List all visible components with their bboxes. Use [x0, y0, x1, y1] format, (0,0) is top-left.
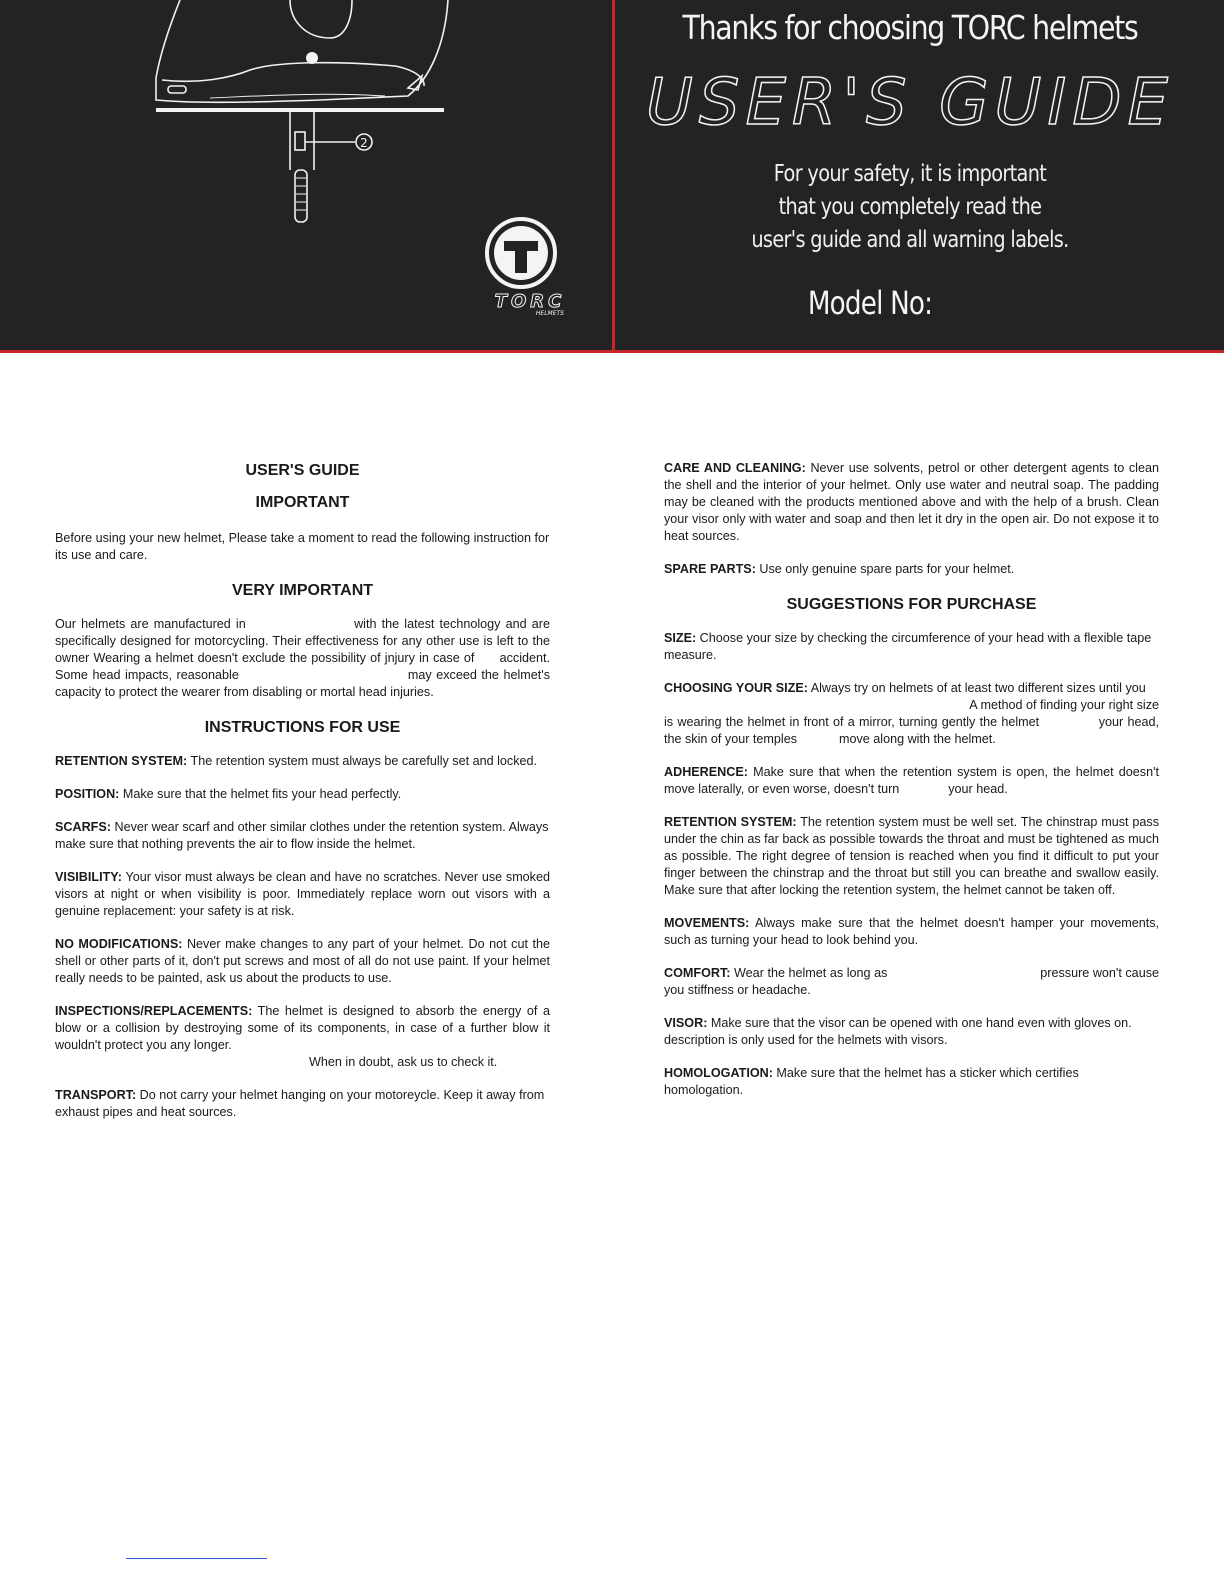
item-label: NO MODIFICATIONS: — [55, 937, 183, 951]
important-heading: IMPORTANT — [255, 494, 350, 511]
torc-logo — [470, 215, 590, 325]
item-text: The retention system must be well set. The chinstrap must pass under the chin as far back as possible towards the throat and must be tightened as much as possible. The right degree of tension is reached when you find it difficult to put your finger between the chinstrap and the throat but still you can breathe and swallow easily. Make sure that after locking the retention system, the helmet cannot be taken off. — [664, 815, 1159, 897]
cover-title: USER'S GUIDE — [646, 66, 1174, 140]
manufacture-paragraph: Our helmets are manufactured in with the latest technology and are specifically designed for motorcycling. Their effectiveness for any other use is left to the owner Wearing a helmet doesn't exclude the possibility of jnjury in case of accident. Some head impacts, reasonable may exceed the helmet's capacity to protect the wearer from disabling or mortal head injuries. — [55, 617, 554, 699]
item-label: INSPECTIONS/REPLACEMENTS: — [55, 1004, 253, 1018]
item-label: RETENTION SYSTEM: — [664, 815, 797, 829]
item-text: Do not carry your helmet hanging on your motoreycle. Keep it away from exhaust pipes and heat sources. — [55, 1088, 545, 1119]
item-label: COMFORT: — [664, 966, 731, 980]
safety-line: that you completely read the — [778, 194, 1042, 220]
transport-item — [55, 1087, 550, 1121]
movements-item — [664, 915, 1159, 949]
logo-text: TORC — [494, 291, 566, 312]
item-text: Never make changes to any part of your helmet. Do not cut the shell or other parts of it, don't put screws and most of all do not use paint. If your helmet really needs to be painted, ask us about the products to use. — [55, 937, 550, 985]
item-text: Never use solvents, petrol or other detergent agents to clean the shell and the interior of your helmet. Only use water and neutral soap. The padding may be cleaned with the products mentioned above and with the help of a brush. Clean your visor only with water and soap and then let it dry in the open air. Do not expose it to heat sources. — [664, 461, 1159, 543]
item-text: Use only genuine spare parts for your helmet. — [755, 562, 1015, 576]
item-label: MOVEMENTS: — [664, 916, 750, 930]
position-item — [55, 786, 550, 803]
item-label: RETENTION SYSTEM: — [55, 754, 188, 768]
item-text: Make sure that the helmet fits your head perfectly. — [119, 787, 402, 801]
item-text: Make sure that the helmet has a sticker which certifies homologation. — [664, 1066, 1079, 1097]
left-column — [55, 460, 554, 1137]
visor-item — [664, 1015, 1159, 1049]
intro-paragraph: Before using your new helmet, Please take a moment to read the following instruction for its use and care. — [55, 531, 550, 562]
choosing-method: A method of finding your right size — [969, 698, 1159, 712]
item-text: Make sure that when the retention system is open, the helmet doesn't move laterally, or even worse, doesn't turn your head. — [664, 765, 1163, 796]
item-text: Always make sure that the helmet doesn't hamper your movements, such as turning your head to look behind you. — [664, 916, 1159, 947]
right-column — [664, 460, 1163, 1115]
model-number-label: Model No: — [807, 284, 933, 322]
item-label: ADHERENCE: — [664, 765, 748, 779]
adherence-item — [664, 764, 1163, 798]
instructions-heading: INSTRUCTIONS FOR USE — [204, 719, 401, 736]
purchase-heading: SUGGESTIONS FOR PURCHASE — [786, 596, 1037, 613]
item-text: Choose your size by checking the circumference of your head with a flexible tape measure. — [664, 631, 1152, 662]
item-text: Always try on helmets of at least two different sizes until you — [807, 681, 1146, 695]
retention-system-item — [664, 814, 1159, 899]
item-text: Your visor must always be clean and have no scratches. Never use smoked visors at night or when visibility is poor. Immediately replace worn out visors with a genuine replacement: your safety is at risk. — [55, 870, 550, 918]
safety-line: user's guide and all warning labels. — [751, 227, 1069, 253]
logo-subtext: HELMETS — [535, 310, 564, 317]
cover-banner — [0, 0, 1224, 353]
item-label: SIZE: — [664, 631, 697, 645]
visibility-item — [55, 869, 550, 920]
spare-parts-item — [664, 561, 1159, 578]
doubt-note: When in doubt, ask us to check it. — [309, 1055, 498, 1069]
item-label: TRANSPORT: — [55, 1088, 137, 1102]
footer-rule — [126, 1558, 267, 1559]
comfort-item — [664, 965, 1163, 999]
cover-thanks: Thanks for choosing TORC helmets — [682, 8, 1138, 47]
choosing-size-item — [664, 680, 1163, 748]
homologation-item — [664, 1065, 1159, 1099]
item-text: The retention system must always be carefully set and locked. — [187, 754, 538, 768]
cover-safety-note — [717, 158, 1103, 257]
item-label: SPARE PARTS: — [664, 562, 756, 576]
retention-item — [55, 753, 550, 770]
inspections-item — [55, 1003, 550, 1071]
helmet-drawing — [140, 0, 470, 240]
item-label: VISIBILITY: — [55, 870, 122, 884]
very-important-heading: VERY IMPORTANT — [231, 582, 374, 599]
choosing-rest: is wearing the helmet in front of a mirror, turning gently the helmet your head, the skin of your temples move along with the helmet. — [664, 715, 1163, 746]
banner-divider — [612, 0, 615, 353]
item-label: SCARFS: — [55, 820, 111, 834]
guide-title: USER'S GUIDE — [245, 462, 360, 479]
item-text: Never wear scarf and other similar clothes under the retention system. Always make sure that nothing prevents the air to flow inside the helmet. — [55, 820, 549, 851]
care-item — [664, 460, 1159, 545]
item-label: CARE AND CLEANING: — [664, 461, 806, 475]
item-text: The helmet is designed to absorb the energy of a blow or a collision by destroying some of its components, in case of a further blow it wouldn't protect you any longer. — [55, 1004, 550, 1052]
item-label: CHOOSING YOUR SIZE: — [664, 681, 808, 695]
item-label: HOMOLOGATION: — [664, 1066, 773, 1080]
safety-line: For your safety, it is important — [773, 161, 1047, 187]
modifications-item — [55, 936, 550, 987]
callout-number: 2 — [360, 136, 368, 150]
item-text: Make sure that the visor can be opened with one hand even with gloves on. description is only used for the helmets with visors. — [664, 1016, 1132, 1047]
scarfs-item — [55, 819, 550, 853]
item-text: Wear the helmet as long as pressure won't cause you stiffness or headache. — [664, 966, 1163, 997]
item-label: POSITION: — [55, 787, 120, 801]
size-item — [664, 630, 1159, 664]
item-label: VISOR: — [664, 1016, 708, 1030]
